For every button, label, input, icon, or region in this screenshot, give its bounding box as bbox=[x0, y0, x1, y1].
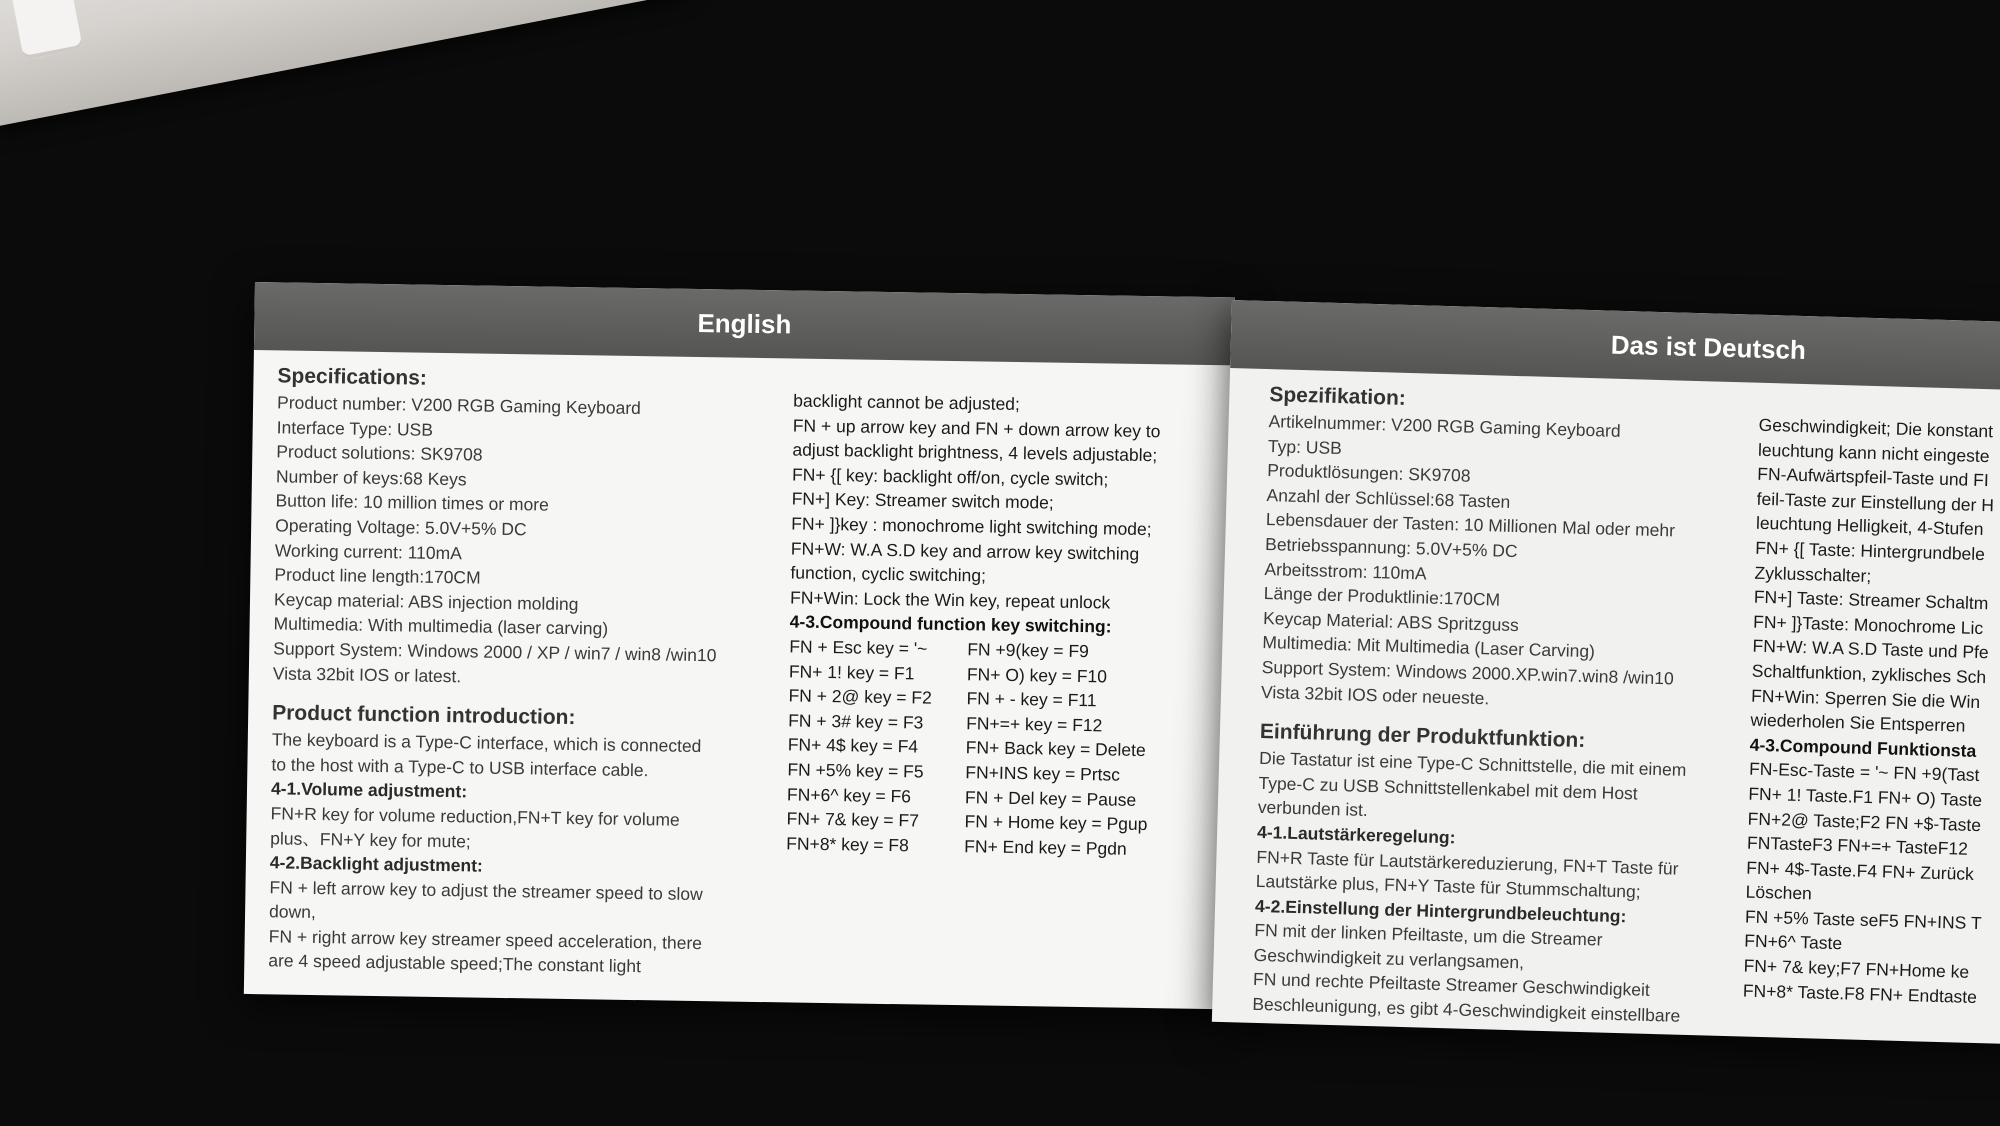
backlight-line: adjust backlight brightness, 4 levels adjustable; bbox=[792, 439, 1158, 466]
spec-line: Lebensdauer der Tasten: 10 Millionen Mal oder mehr bbox=[1265, 509, 1676, 541]
compound-function-heading: 4-3.Compound function key switching: bbox=[789, 611, 1112, 637]
keyboard-edge bbox=[0, 0, 703, 127]
spec-line: Multimedia: With multimedia (laser carving) bbox=[273, 613, 609, 639]
spec-line: Product line length:170CM bbox=[274, 564, 481, 588]
backlight-line: FN+Win: Lock the Win key, repeat unlock bbox=[789, 587, 1111, 613]
backlight-line: wiederholen Sie Entsperren bbox=[1750, 709, 1966, 736]
spec-line: Produktlösungen: SK9708 bbox=[1266, 460, 1471, 486]
backlight-line: feil-Taste zur Einstellung der H bbox=[1756, 488, 1995, 516]
spec-line: Artikelnummer: V200 RGB Gaming Keyboard bbox=[1268, 411, 1621, 441]
key-map-line: FN+2@ Taste;F2 FN +$-Taste bbox=[1747, 808, 1982, 835]
key-map-left: FN+ 4$ key = F4 bbox=[787, 734, 919, 757]
spec-line: Vista 32bit IOS or latest. bbox=[272, 662, 462, 686]
key-map-left: FN + 2@ key = F2 bbox=[788, 685, 932, 708]
compound-funktion-heading: 4-3.Compound Funktionsta bbox=[1749, 734, 1977, 761]
intro-line: to the host with a Type-C to USB interface cable. bbox=[271, 754, 649, 780]
key-map-right: FN + - key = F11 bbox=[966, 688, 1097, 711]
spec-line: Typ: USB bbox=[1267, 435, 1343, 458]
backlight-line: Geschwindigkeit zu verlangsamen, bbox=[1253, 944, 1525, 973]
specifications-heading: Specifications: bbox=[277, 364, 428, 390]
backlight-line: backlight cannot be adjusted; bbox=[793, 390, 1021, 415]
spec-line: Product solutions: SK9708 bbox=[276, 441, 483, 465]
backlight-line: Zyklusschalter; bbox=[1754, 562, 1872, 586]
backlight-line: FN+W: W.A S.D key and arrow key switching bbox=[790, 538, 1140, 564]
key-map-line: FN+ 1! Taste.F1 FN+ O) Taste bbox=[1748, 783, 1983, 811]
spec-line: Arbeitsstrom: 110mA bbox=[1264, 558, 1427, 584]
key-map-left: FN+6^ key = F6 bbox=[786, 783, 912, 806]
backlight-line: Geschwindigkeit; Die konstant bbox=[1758, 414, 1994, 442]
volume-line: plus、FN+Y key for mute; bbox=[270, 827, 471, 851]
spec-line: Multimedia: Mit Multimedia (Laser Carving) bbox=[1262, 632, 1596, 662]
key-map-right: FN+ Back key = Delete bbox=[965, 737, 1146, 761]
key-map-right: FN +9(key = F9 bbox=[967, 639, 1090, 662]
intro-line: verbunden ist. bbox=[1257, 797, 1369, 821]
volume-line: FN+R key for volume reduction,FN+T key for volume bbox=[270, 803, 680, 830]
intro-line: The keyboard is a Type-C interface, which is connected bbox=[271, 729, 702, 757]
key-map-line: FN +5% Taste seF5 FN+INS T bbox=[1744, 906, 1982, 934]
volume-heading: 4-1.Volume adjustment: bbox=[270, 778, 468, 802]
deutsch-page bbox=[1212, 300, 2000, 1044]
backlight-line: down, bbox=[268, 901, 316, 923]
backlight-line: FN + right arrow key streamer speed acceleration, there bbox=[268, 926, 703, 953]
key-map-left: FN + Esc key = '~ bbox=[789, 636, 928, 659]
english-column-2 bbox=[786, 388, 1213, 862]
key-map-line: FN+ 4$-Taste.F4 FN+ Zurück bbox=[1746, 857, 1975, 884]
spec-line: Betriebsspannung: 5.0V+5% DC bbox=[1264, 533, 1518, 562]
volume-line: FN+R Taste für Lautstärkereduzierung, FN+T Taste für bbox=[1256, 846, 1679, 879]
intro-line: Die Tastatur ist eine Type-C Schnittstelle, die mit einem bbox=[1258, 748, 1687, 780]
key-map-right: FN + Del key = Pause bbox=[964, 786, 1137, 810]
spec-line: Interface Type: USB bbox=[276, 416, 434, 440]
lautstaerke-heading: 4-1.Lautstärkeregelung: bbox=[1256, 821, 1456, 848]
backlight-line: FN-Aufwärtspfeil-Taste und FI bbox=[1757, 463, 1990, 491]
backlight-line: are 4 speed adjustable speed;The constant light bbox=[268, 950, 642, 977]
spec-line: Product number: V200 RGB Gaming Keyboard bbox=[276, 392, 642, 419]
spec-line: Vista 32bit IOS oder neueste. bbox=[1260, 681, 1490, 708]
backlight-line: Beschleunigung, es gibt 4-Geschwindigkeit einstellbare bbox=[1252, 993, 1681, 1026]
hintergrundbeleuchtung-heading: 4-2.Einstellung der Hintergrundbeleuchtung: bbox=[1254, 895, 1627, 926]
backlight-line: FN + up arrow key and FN + down arrow key to bbox=[792, 415, 1161, 441]
backlight-line: FN+] Key: Streamer switch mode; bbox=[791, 488, 1054, 513]
deutsch-column-2 bbox=[1743, 413, 2000, 1011]
backlight-line: FN+W: W.A S.D Taste und Pfe bbox=[1752, 636, 1989, 663]
intro-line: Type-C zu USB Schnittstellenkabel mit dem Host bbox=[1258, 772, 1638, 804]
deutsch-banner: Das ist Deutsch bbox=[1230, 300, 2000, 390]
backlight-line: FN + left arrow key to adjust the streamer speed to slow bbox=[269, 876, 703, 904]
key-map-right: FN+INS key = Prtsc bbox=[965, 762, 1121, 785]
key-map-line: FN+6^ Taste bbox=[1744, 931, 1843, 954]
key-map-right: FN+=+ key = F12 bbox=[966, 712, 1103, 736]
product-function-heading: Product function introduction: bbox=[272, 701, 576, 730]
backlight-line: FN und rechte Pfeiltaste Streamer Geschwindigkeit bbox=[1252, 969, 1651, 1001]
backlight-line: leuchtung kann nicht eingeste bbox=[1757, 439, 1990, 466]
backlight-line: function, cyclic switching; bbox=[790, 562, 987, 586]
spec-line: Keycap Material: ABS Spritzguss bbox=[1262, 607, 1520, 635]
spec-line: Support System: Windows 2000.XP.win7.win8 /win10 bbox=[1261, 656, 1675, 689]
backlight-line: FN+ {[ key: backlight off/on, cycle switch; bbox=[791, 464, 1109, 490]
spezifikation-heading: Spezifikation: bbox=[1269, 383, 1407, 410]
deutsch-column-1 bbox=[1252, 381, 1750, 1030]
spec-line: Button life: 10 million times or more bbox=[275, 490, 550, 516]
spec-line: Anzahl der Schlüssel:68 Tasten bbox=[1266, 484, 1511, 512]
english-banner: English bbox=[254, 282, 1235, 365]
key-map-right: FN+ End key = Pgdn bbox=[964, 835, 1127, 859]
key-map-line: FNTasteF3 FN+=+ TasteF12 bbox=[1746, 832, 1969, 859]
key-map-left: FN+8* key = F8 bbox=[786, 833, 909, 856]
key-map-line: FN-Esc-Taste = '~ FN +9(Tast bbox=[1748, 758, 1980, 786]
spec-line: Länge der Produktlinie:170CM bbox=[1263, 583, 1501, 610]
spec-line: Number of keys:68 Keys bbox=[275, 466, 467, 490]
backlight-line: FN+ {[ Taste: Hintergrundbele bbox=[1755, 537, 1986, 565]
spec-line: Keycap material: ABS injection molding bbox=[273, 589, 579, 614]
backlight-line: FN+ ]}key : monochrome light switching mode; bbox=[791, 513, 1152, 540]
backlight-line: FN+ ]}Taste: Monochrome Lic bbox=[1752, 611, 1984, 638]
key-map-left: FN+ 7& key = F7 bbox=[786, 808, 920, 831]
spec-line: Working current: 110mA bbox=[274, 539, 463, 563]
backlight-line: FN+Win: Sperren Sie die Win bbox=[1750, 685, 1981, 712]
spec-line: Operating Voltage: 5.0V+5% DC bbox=[275, 515, 527, 540]
key-map-line: FN+ 7& key;F7 FN+Home ke bbox=[1743, 955, 1970, 982]
spec-line: Support System: Windows 2000 / XP / win7 / win8 /win10 bbox=[273, 638, 717, 666]
key-map-left: FN + 3# key = F3 bbox=[788, 710, 924, 733]
english-page bbox=[244, 282, 1235, 1009]
backlight-line: Schaltfunktion, zyklisches Sch bbox=[1751, 660, 1987, 688]
keycap bbox=[11, 0, 83, 60]
backlight-line: FN mit der linken Pfeiltaste, um die Streamer bbox=[1254, 920, 1603, 950]
backlight-line: FN+] Taste: Streamer Schaltm bbox=[1753, 586, 1989, 614]
english-column-1 bbox=[268, 362, 778, 981]
einfuehrung-heading: Einführung der Produktfunktion: bbox=[1259, 720, 1586, 753]
backlight-line: leuchtung Helligkeit, 4-Stufen bbox=[1755, 513, 1984, 540]
backlight-heading: 4-2.Backlight adjustment: bbox=[269, 852, 483, 876]
key-map-line: FN+8* Taste.F8 FN+ Endtaste bbox=[1742, 980, 1978, 1007]
key-map-line: Löschen bbox=[1745, 881, 1813, 904]
key-map-right: FN+ O) key = F10 bbox=[966, 663, 1108, 686]
key-map-right: FN + Home key = Pgup bbox=[964, 811, 1148, 835]
volume-line: Lautstärke plus, FN+Y Taste für Stummschaltung; bbox=[1255, 870, 1641, 902]
key-map-left: FN+ 1! key = F1 bbox=[788, 660, 915, 683]
key-map-left: FN +5% key = F5 bbox=[787, 759, 924, 782]
